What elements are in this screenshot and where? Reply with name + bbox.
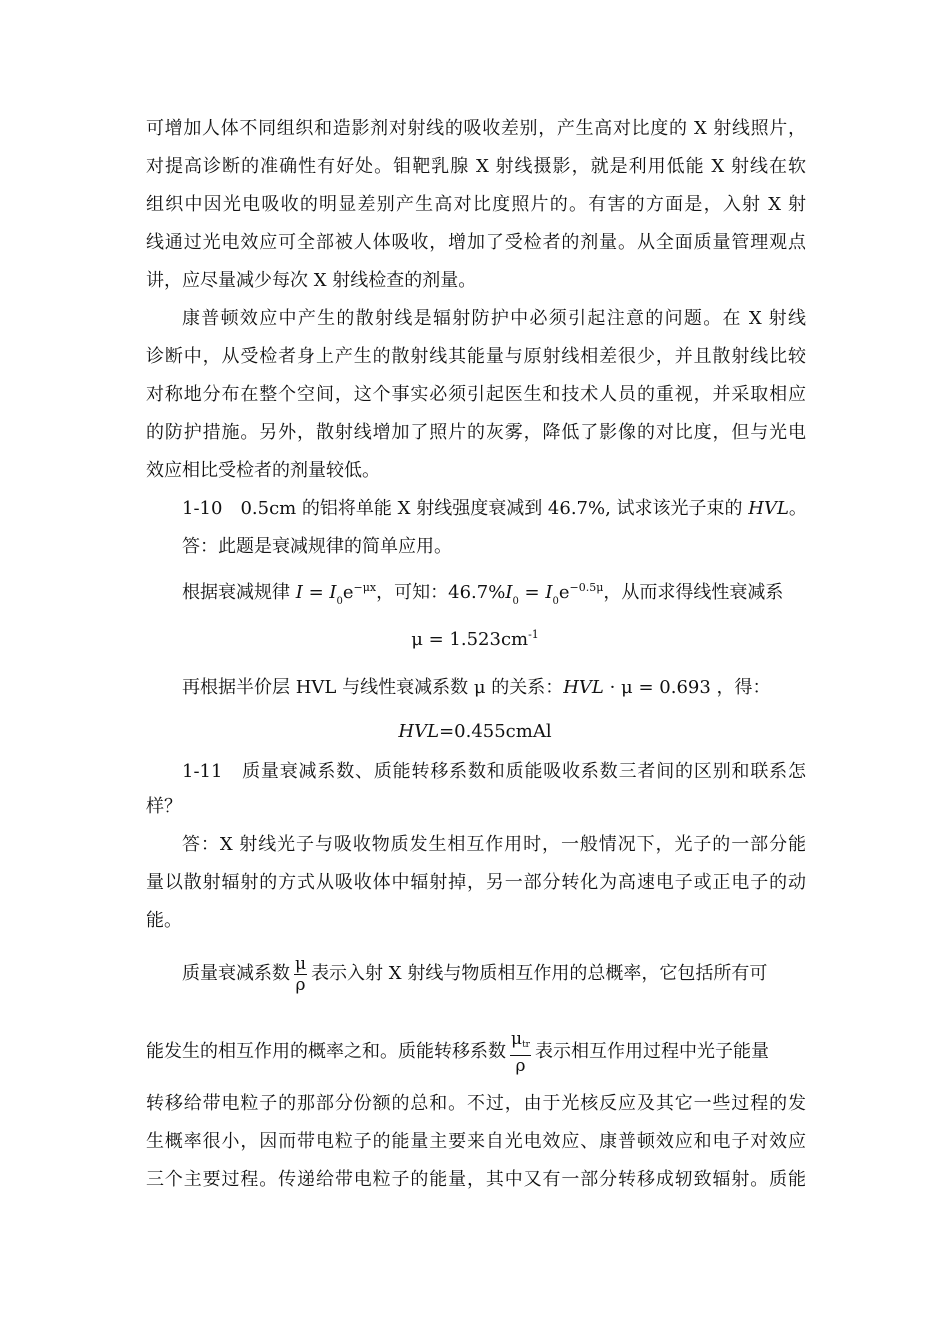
law-mid: ，可知：46.7%	[376, 582, 506, 603]
exponent: −0.5μ	[569, 581, 604, 594]
denominator: ρ	[515, 1055, 526, 1076]
question-text: 1-10 0.5cm 的铝将单能 X 射线强度衰减到 46.7%, 试求该光子束的	[182, 498, 749, 519]
text-line: 组织中因光电吸收的明显差别产生高对比度照片的。有害的方面是，入射 X 射	[146, 194, 806, 215]
text-suffix: 表示相互作用过程中光子能量	[534, 1041, 769, 1062]
text-line: 效应相比受检者的剂量较低。	[146, 460, 380, 481]
text-line: 的防护措施。另外，散射线增加了照片的灰雾，降低了影像的对比度，但与光电	[146, 422, 806, 443]
text-line: 生概率很小，因而带电粒子的能量主要来自光电效应、康普顿效应和电子对效应	[146, 1131, 806, 1152]
mu-value: μ = 1.523cm	[411, 629, 529, 650]
question-end: 。	[788, 498, 807, 519]
subscript: 0	[336, 596, 343, 607]
law-prefix: 根据衰减规律	[182, 582, 290, 603]
answer-1-10: 答：此题是衰减规律的简单应用。	[182, 536, 452, 557]
exponent: −μx	[353, 581, 377, 594]
numerator	[510, 1029, 531, 1056]
text-line: 讲，应尽量减少每次 X 射线检查的剂量。	[146, 270, 477, 291]
relation-prefix: 再根据半价层 HVL 与线性衰减系数 μ 的关系：	[182, 677, 564, 698]
text-line: 线通过光电效应可全部被人体吸收，增加了受检者的剂量。从全面质量管理观点	[146, 232, 806, 253]
equals: =	[302, 582, 330, 603]
text-line: 康普顿效应中产生的散射线是辐射防护中必须引起注意的问题。在 X 射线	[182, 308, 806, 329]
attenuation-law-line	[182, 576, 806, 607]
text-line: 1-11 质量衰减系数、质能转移系数和质能吸收系数三者间的区别和联系怎	[182, 761, 806, 782]
equals: =	[518, 582, 546, 603]
hvl-relation	[182, 676, 806, 700]
text-prefix: 能发生的相互作用的概率之和。质能转移系数	[146, 1041, 506, 1062]
energy-transfer-fraction	[510, 1029, 531, 1076]
exp-base: e	[342, 582, 354, 603]
text-line: 答：X 射线光子与吸收物质发生相互作用时，一般情况下，光子的一部分能	[182, 834, 806, 855]
hvl-symbol: HVL	[398, 721, 440, 742]
exponent: -1	[528, 628, 539, 641]
intensity-symbol: I	[295, 582, 303, 603]
text-line: 转移给带电粒子的那部分份额的总和。不过，由于光核反应及其它一些过程的发	[146, 1093, 806, 1114]
text-line: 能。	[146, 910, 182, 931]
energy-transfer-line	[146, 1028, 806, 1076]
text-line: 样？	[146, 796, 182, 817]
hvl-symbol: HVL	[563, 677, 604, 698]
mu-result	[0, 623, 950, 650]
text-prefix: 质量衰减系数	[182, 963, 290, 984]
text-suffix: 表示入射 X 射线与物质相互作用的总概率，它包括所有可	[311, 963, 768, 984]
hvl-value: =0.455cmAl	[439, 721, 552, 742]
denominator: ρ	[295, 974, 306, 995]
mass-attenuation-line	[182, 950, 806, 998]
intensity-symbol: I	[505, 582, 513, 603]
subscript: tr	[522, 1039, 530, 1050]
law-suffix: ，从而求得线性衰减系	[603, 582, 784, 603]
subscript: 0	[512, 596, 519, 607]
question-1-10	[182, 497, 806, 521]
intensity-symbol: I	[329, 582, 337, 603]
exp-base: e	[558, 582, 570, 603]
text-line: 对提高诊断的准确性有好处。钼靶乳腺 X 射线摄影，就是利用低能 X 射线在软	[146, 156, 806, 177]
hvl-result	[0, 720, 950, 744]
text-line: 诊断中，从受检者身上产生的散射线其能量与原射线相差很少，并且散射线比较	[146, 346, 806, 367]
relation-rest: · μ = 0.693 ，得：	[603, 677, 771, 698]
mu-symbol: μ	[511, 1028, 523, 1049]
text-line: 三个主要过程。传递给带电粒子的能量，其中又有一部分转移成轫致辐射。质能	[146, 1169, 806, 1190]
text-line: 可增加人体不同组织和造影剂对射线的吸收差别，产生高对比度的 X 射线照片，	[146, 118, 806, 139]
text-line: 对称地分布在整个空间，这个事实必须引起医生和技术人员的重视，并采取相应	[146, 384, 806, 405]
subscript: 0	[552, 596, 559, 607]
text-line: 量以散射辐射的方式从吸收体中辐射掉，另一部分转化为高速电子或正电子的动	[146, 872, 806, 893]
mass-attenuation-fraction	[294, 954, 307, 995]
numerator: μ	[295, 953, 307, 974]
intensity-symbol: I	[545, 582, 553, 603]
hvl-symbol: HVL	[748, 498, 789, 519]
